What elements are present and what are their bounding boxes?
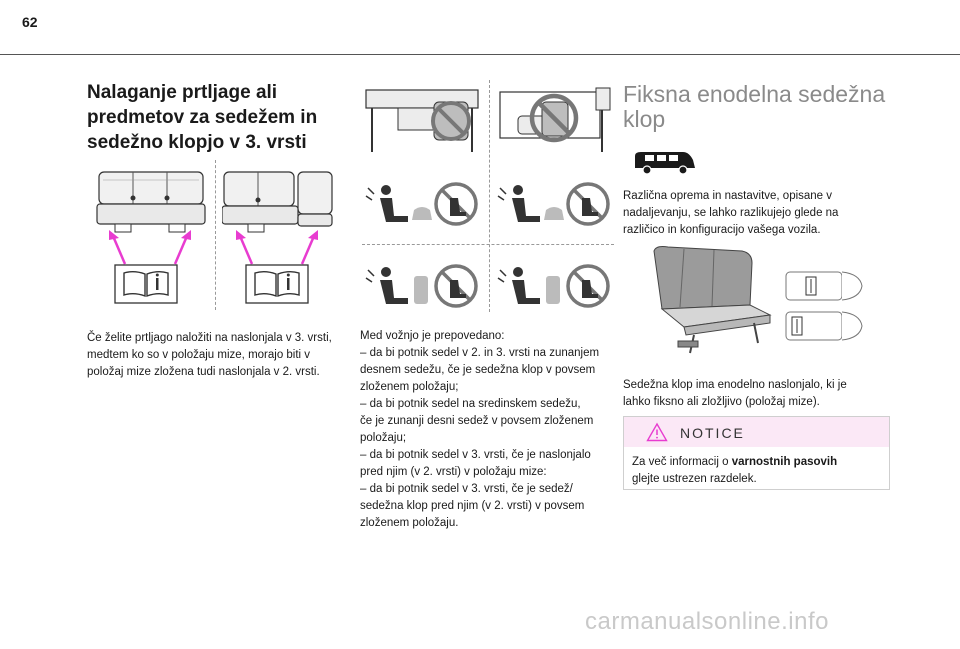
bench-caption: [623, 377, 891, 411]
notice-prefix: Za več informacij o: [632, 456, 732, 468]
text-line: desnem sedežu, če je sedežna klop v povsem: [360, 364, 596, 376]
text-line: nadaljevanju, se lahko razlikujejo glede na: [623, 207, 839, 219]
text-line: zloženem položaju;: [360, 381, 459, 393]
notice-line: glejte ustrezen razdelek.: [632, 473, 757, 485]
title-line: predmetov za sedežem in: [87, 107, 318, 128]
bench-seat-figure: [644, 243, 776, 358]
text-line: Sedežna klop ima enodelno naslonjalo, ki je: [623, 379, 847, 391]
text-line: – da bi potnik sedel v 2. in 3. vrsti na zunanjem: [360, 347, 600, 359]
page-number: 62: [22, 14, 38, 30]
seat-folded-prohibited-figure: [496, 82, 614, 157]
passenger-prohibited-pair: [362, 262, 482, 314]
notice-header: [624, 417, 889, 447]
luggage-paragraph: [87, 330, 349, 381]
van-silhouette-icon: [631, 148, 697, 176]
text-line: Med vožnjo je prepovedano:: [360, 330, 505, 342]
notice-body: [624, 447, 889, 495]
header-rule: [0, 54, 960, 55]
notice-line: [632, 454, 881, 471]
manual-book-icon: [245, 264, 309, 304]
figure-divider: [362, 244, 614, 245]
text-line: medtem ko so v položaju mize, morajo biti v: [87, 349, 311, 361]
text-line: pred njim (v 2. vrsti) v položaju mize:: [360, 466, 547, 478]
title-line: sedežno klopjo v 3. vrsti: [87, 132, 307, 153]
text-line: različico in konfiguracijo vašega vozila.: [623, 224, 821, 236]
text-line: položaju;: [360, 432, 407, 444]
notice-label: NOTICE: [680, 425, 745, 441]
seat-table-prohibited-figure: [362, 82, 482, 157]
text-line: – da bi potnik sedel v 3. vrsti, če je naslonjalo: [360, 449, 591, 461]
warning-triangle-icon: [646, 422, 668, 442]
text-line: Različna oprema in nastavitve, opisane v: [623, 190, 833, 202]
van-topview-icon: [784, 310, 864, 342]
intro-paragraph: [623, 188, 891, 239]
notice-box: [623, 416, 890, 490]
text-line: – da bi potnik sedel v 3. vrsti, če je sedež/: [360, 483, 573, 495]
text-line: položaj mize zložena tudi naslonjala v 2. vrsti.: [87, 366, 320, 378]
notice-bold-link: varnostnih pasovih: [731, 456, 838, 468]
title-line: klop: [623, 106, 666, 132]
title-line: Fiksna enodelna sedežna: [623, 81, 886, 107]
text-line: zloženem položaju.: [360, 517, 459, 529]
van-topview-icon: [784, 270, 864, 302]
section-title-luggage: [87, 80, 347, 155]
passenger-prohibited-pair: [494, 262, 614, 314]
text-line: – da bi potnik sedel na sredinskem sedežu,: [360, 398, 581, 410]
title-line: Nalaganje prtljage ali: [87, 82, 278, 103]
figure-divider: [489, 80, 490, 312]
text-line: lahko fiksno ali zložljivo (položaj mize).: [623, 396, 820, 408]
section-title-fixed-bench: [623, 82, 903, 132]
passenger-prohibited-pair: [362, 180, 482, 232]
text-line: Če želite prtljago naložiti na naslonjala v 3. vrsti,: [87, 332, 332, 344]
watermark: carmanualsonline.info: [585, 608, 829, 635]
text-line: sedežna klop pred njim (v 2. vrsti) v povsem: [360, 500, 585, 512]
passenger-prohibited-pair: [494, 180, 614, 232]
prohibited-list-paragraph: [360, 328, 622, 532]
text-line: če je zunanji desni sedež v povsem zloženem: [360, 415, 594, 427]
figure-divider: [215, 160, 216, 310]
manual-book-icon: [114, 264, 178, 304]
